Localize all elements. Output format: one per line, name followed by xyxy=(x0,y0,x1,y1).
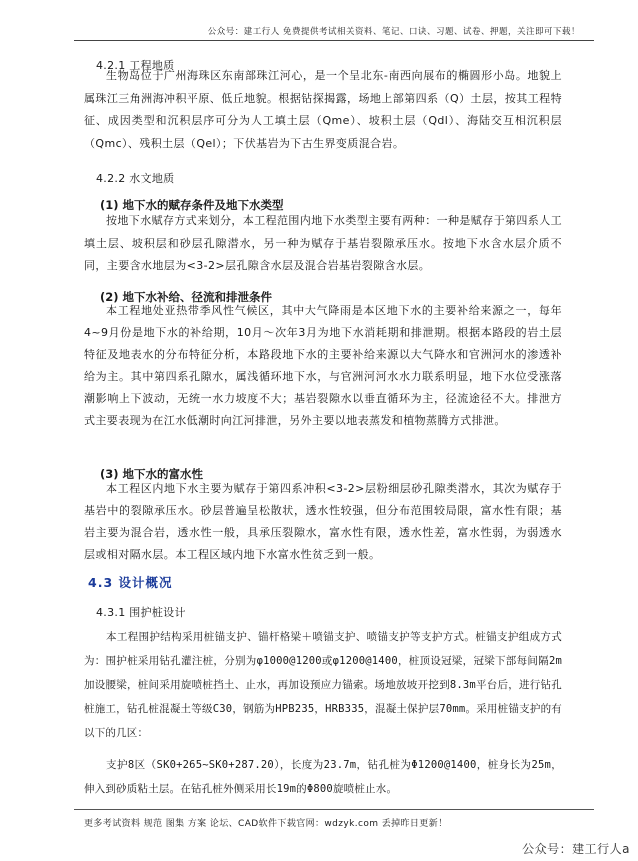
subheading-water-richness: (3) 地下水的富水性 xyxy=(100,467,204,481)
section-heading-4-2-2: 4.2.2 水文地质 xyxy=(96,172,175,185)
header-divider xyxy=(74,40,594,41)
section-heading-4-3-1: 4.3.1 围护桩设计 xyxy=(96,606,186,619)
paragraph-retaining-pile-design: 本工程围护结构采用桩锚支护、锚杆格梁＋喷锚支护、喷锚支护等支护方式。桩锚支护组成方式为：围护桩采用钻孔灌注桩，分别为φ1000@1200或φ1200@1400，桩顶设冠梁，冠梁下部每间隔2m加设腰梁，桩间采用旋喷桩挡土、止水，再加设预应力锚索。场地放坡开挖到8.3m平台后，进行钻孔桩施工，钻孔桩混凝土等级C30，钢筋为HPB235，HRB335，混凝土保护层70mm。采用桩锚支护的有以下的几区： xyxy=(84,631,562,739)
paragraph-support-zone-8: 支护8区（SK0+265~SK0+287.20），长度为23.7m，钻孔桩为Φ1200@1400，桩身长为25m，伸入到砂质粘土层。在钻孔桩外侧采用长19m的Φ800旋喷桩止水。 xyxy=(84,759,562,795)
paragraph-groundwater-recharge: 本工程地处亚热带季风性气候区，其中大气降雨是本区地下水的主要补给来源之一，每年4~9月份是地下水的补给期，10月～次年3月为地下水消耗期和排泄期。根据本路段的岩土层特征及地表水的分布特征分析，本路段地下水的主要补给来源以大气降水和官洲河水的渗透补给为主。其中第四系孔隙水，属浅循环地下水，与官洲河河水水力联系明显，地下水位受涨落潮影响上下波动，无统一水力坡度不大；基岩裂隙水以垂直循环为主，径流途径不大。排泄方式主要表现为在江水低潮时向江河排泄，另外主要以地表蒸发和植物蒸腾方式排泄。 xyxy=(84,304,562,427)
paragraph-water-richness: 本工程区内地下水主要为赋存于第四系冲积<3-2>层粉细层砂孔隙类潜水，其次为赋存于基岩中的裂隙承压水。砂层普遍呈松散状，透水性较强，但分布范围较局限，富水性有限；基岩主要为混合岩，透水性一般，具承压裂隙水，富水性有限，透水性差，富水性弱，为弱透水层或相对隔水层。本工程区域内地下水富水性贫乏到一般。 xyxy=(84,482,562,561)
footer-divider xyxy=(74,809,594,810)
paragraph-groundwater-type: 按地下水赋存方式来划分，本工程范围内地下水类型主要有两种：一种是赋存于第四系人工填土层、坡积层和砂层孔隙潜水，另一种为赋存于基岩裂隙承压水。按地下水含水层介质不同，主要含水地层为<3-2>层孔隙含水层及混合岩基岩裂隙含水层。 xyxy=(84,214,562,272)
subheading-groundwater-type: (1) 地下水的赋存条件及地下水类型 xyxy=(100,198,284,212)
page-footer: 更多考试资料 规范 图集 方案 论坛、CAD软件下载官网：wdzyk.com 丢掉昨日更新！ xyxy=(84,819,448,829)
paragraph-engineering-geology: 生物岛位于广州海珠区东南部珠江河心，是一个呈北东-南西向展布的椭圆形小岛。地貌上属珠江三角洲海冲积平原、低丘地貌。根据钻探揭露，场地上部第四系（Q）土层，按其工程特征、成因类型和沉积层序可分为人工填土层（Qme）、坡积土层（Qdl）、海陆交互相沉积层（Qmc）、残积土层（Qel）；下伏基岩为下古生界变质混合岩。 xyxy=(84,69,562,150)
section-heading-4-3: 4.3 设计概况 xyxy=(88,575,173,590)
watermark-label: 公众号：建工行人a xyxy=(522,842,630,856)
subheading-groundwater-recharge: (2) 地下水补给、径流和排泄条件 xyxy=(100,290,273,304)
page-header: 公众号：建工行人 免费提供考试相关资料、笔记、口诀、习题、试卷、押题，关注即可下载！ xyxy=(207,27,580,37)
section-heading-4-2-1: 4.2.1 工程地质 xyxy=(96,59,175,72)
